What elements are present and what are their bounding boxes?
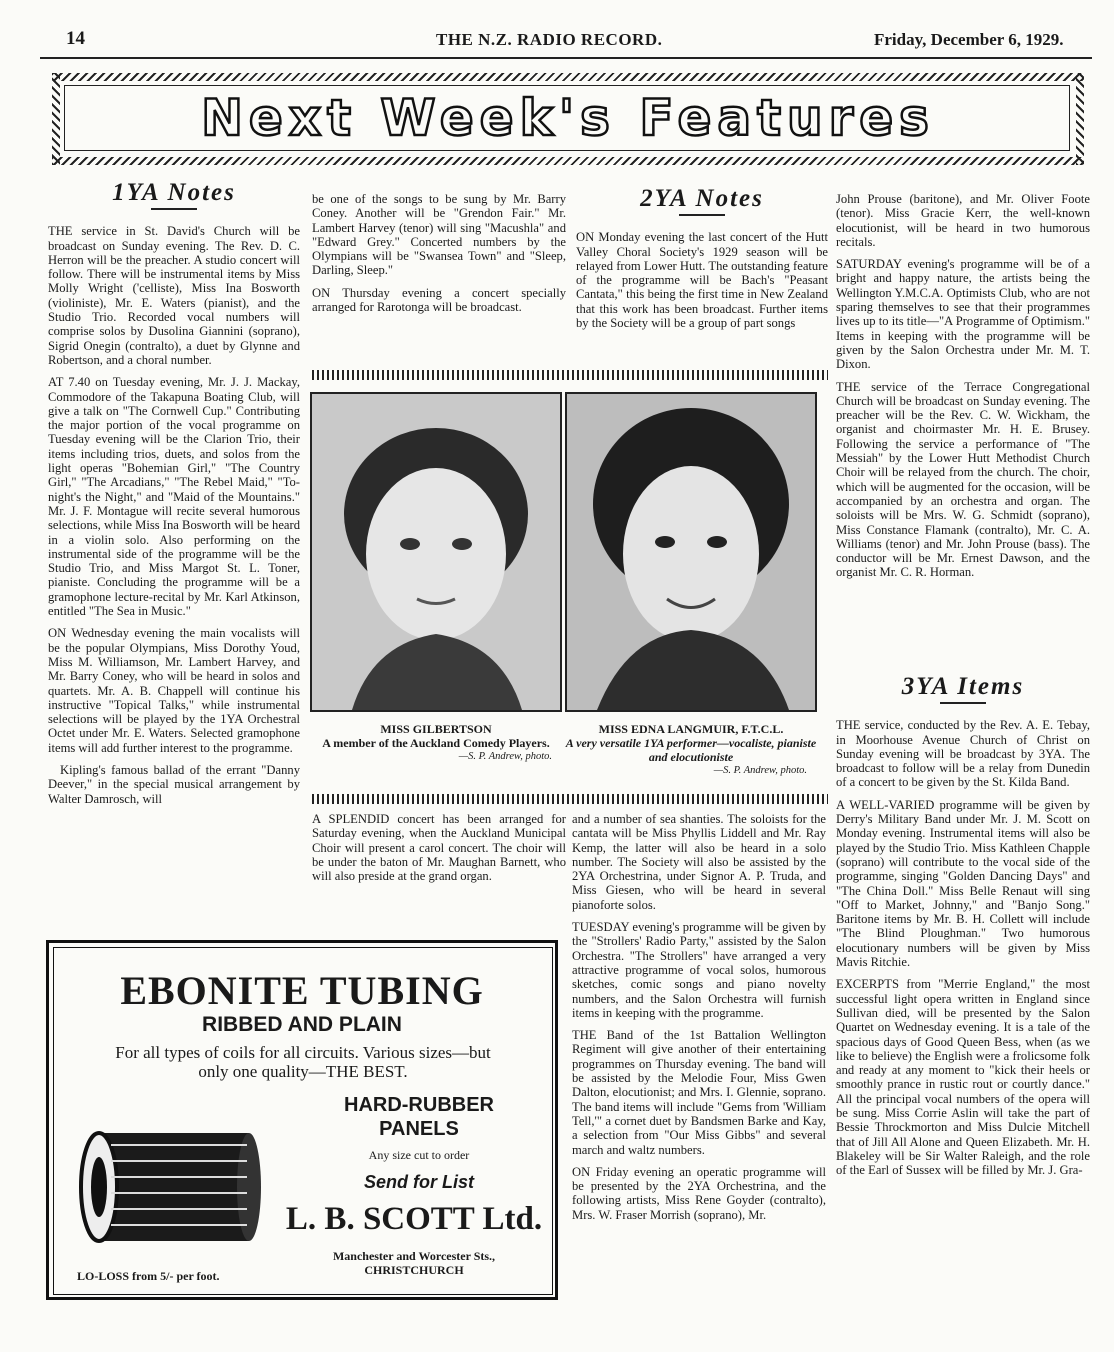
column-3ya xyxy=(836,673,1090,1186)
heading-2ya: 2YA Notes xyxy=(640,185,764,212)
ad-send-for-list: Send for List xyxy=(363,1172,474,1192)
heading-rule xyxy=(940,702,986,704)
article-paragraph: ON Thursday evening a concert specially arranged for Rarotonga will be broadcast. xyxy=(312,285,566,315)
ad-address-street: Manchester and Worcester Sts., xyxy=(332,1249,496,1263)
ad-address-city: CHRISTCHURCH xyxy=(364,1263,464,1277)
ad-panels: HARD-RUBBER PANELS xyxy=(344,1094,494,1140)
column-1ya xyxy=(48,179,300,814)
photo-credit: —S. P. Andrew, photo. xyxy=(713,765,807,776)
publication-title: THE N.Z. RADIO RECORD. xyxy=(436,30,663,49)
article-paragraph: SATURDAY evening's programme will be of a bright and happy nature, the artists being the Wellington Y.M.C.A. Optimists Club, who are not sparing themselves to see that their programmes lives up to its title—"A Programme of Optimism." Items in keeping with the programme will be given by the Salon Orchestra under Mr. M. T. Dixon. xyxy=(836,257,1090,372)
article-paragraph: THE Band of the 1st Battalion Wellington Regiment will give another of their entertaining programmes on Thursday evening. The band will be assisted by the Melodie Four, Miss Gwen Dalton, elocutionist; and Mrs. I. Glennie, soprano. The band items will include "Gems from 'William Tell,'" a cornet duet by Bandsmen Barke and Kay, a selection from "Our Miss Gibbs" and several march and waltz numbers. xyxy=(572,1028,826,1157)
column-1ya-bottom xyxy=(312,812,566,891)
article-paragraph: ON Monday evening the last concert of the Hutt Valley Choral Society's 1929 season will be relayed from Lower Hutt. The outstanding feature of the programme will be Bach's "Peasant Cantata," this being the first time in New Zealand that this work has been broadcast. Further items by the Society will be a group of part songs xyxy=(576,230,828,331)
article-paragraph: John Prouse (baritone), and Mr. Oliver Foote (tenor). Miss Gracie Kerr, the well-known elocutionist, will be heard in two humorous recitals. xyxy=(836,192,1090,249)
article-paragraph: EXCERPTS from "Merrie England," the most successful light opera written in England since Sullivan died, will be presented by the Salon Quartet on Wednesday evening. It is a tale of the spacious days of Good Queen Bess, when (as we like to believe) the English were a frolicsome folk and ready at any moment to "kick their heels or smoothly prance in rustic rout or courtly dance." All the principal vocal numbers of the opera will be sung. Miss Corrie Aslin will take the part of Bessie Throckmorton and Miss Dulcie Mitchell that of Jill All Alone and Queen Elizabeth. Mr. H. Blakeley will be Sir Walter Raleigh, and the role of the Earl of Sussex will be filled by Mr. J. Gra- xyxy=(836,977,1090,1178)
article-paragraph: ON Friday evening an operatic programme will be presented by the 2YA Orchestrina, and the following artists, Miss Rene Goyder (contralto), Mrs. W. Fraser Morrish (soprano), Mr. xyxy=(572,1164,826,1222)
ad-price: LO-LOSS from 5/- per foot. xyxy=(77,1269,220,1283)
article-paragraph: TUESDAY evening's programme will be given by the "Strollers' Radio Party," assisted by the Salon Orchestra. "The Strollers" have arranged a very attractive programme of vocal solos, humorous sketches, comic songs and piano novelty numbers, and the Salon Orchestra will furnish items in keeping with the programme. xyxy=(572,920,826,1020)
caption-description: A very versatile 1YA performer—vocaliste, pianiste and elocutioniste xyxy=(565,736,817,764)
banner-border-top xyxy=(52,73,1084,81)
heading-3ya: 3YA Items xyxy=(901,673,1025,700)
photo-miss-edna-langmuir xyxy=(565,392,817,712)
article-paragraph: Kipling's famous ballad of the errant "Danny Deever," in the special musical arrangement by Walter Damrosch, will xyxy=(48,762,300,806)
ad-body: For all types of coils for all circuits. Various sizes—but only one quality—THE BEST. xyxy=(115,1043,491,1081)
photo-rule-bottom xyxy=(312,794,828,804)
article-paragraph: AT 7.40 on Tuesday evening, Mr. J. J. Mackay, Commodore of the Takapuna Boating Club, will give a talk on "The Cornwell Cup." Contributing the major portion of the vocal programme on Tuesday evening will be the Clarion Trio, their items including trios, duets, and solos from the light operas "Bohemian Girl," "The Country Girl," "The Arcadians," "The Rebel Maid," "To-night's the Night," and "Maid of the Mountains." Mr. J. F. Montague will recite several humorous selections, while Miss Ina Bosworth will be heard in a violin solo. Also performing on the instrumental side of the programme will be the Studio Trio, and Miss Margot St. L. Toner, pianiste. Concluding the programme will be a gramophone lecture-recital by Mr. Karl Atkinson, entitled "The Sea in Music." xyxy=(48,375,300,619)
photo-credit: —S. P. Andrew, photo. xyxy=(458,751,552,762)
heading-rule xyxy=(679,214,725,216)
caption-name: MISS GILBERTSON xyxy=(380,722,492,736)
caption-miss-gilbertson xyxy=(310,722,562,764)
article-paragraph: THE service of the Terrace Congregational Church will be broadcast on Sunday evening. The preacher will be the Rev. C. W. Wickham, the organist and choirmaster Mr. H. E. Brusey. Following the service a performance of "The Messiah" by the Lower Hutt Methodist Church Choir will be relayed from the church. The choir, which will be augmented for the occasion, will be accompanied by an orchestra and organ. The soloists will be Mrs. W. G. Schmidt (soprano), Miss Constance Flamank (contralto), Mr. C. A. Williams (tenor) and Mr. John Prouse (bass). The conductor will be Mr. Ernest Dawson, and the organist Mr. C. R. Horman. xyxy=(836,379,1090,580)
page-number: 14 xyxy=(66,28,85,49)
banner-border-bottom xyxy=(52,157,1084,165)
ad-company: L. B. SCOTT Ltd. xyxy=(285,1201,543,1237)
caption-name: MISS EDNA LANGMUIR, F.T.C.L. xyxy=(598,722,784,736)
heading-1ya: 1YA Notes xyxy=(112,179,236,206)
heading-rule xyxy=(151,208,197,210)
portrait-image xyxy=(312,394,560,710)
photo-miss-gilbertson xyxy=(310,392,562,712)
issue-date: Friday, December 6, 1929. xyxy=(874,30,1064,49)
caption-miss-edna-langmuir xyxy=(565,722,817,778)
column-2ya-continued xyxy=(572,812,826,1230)
ad-title: EBONITE TUBING xyxy=(120,968,484,1013)
banner-frame xyxy=(52,73,1084,165)
ad-subtitle: RIBBED AND PLAIN xyxy=(202,1013,402,1036)
article-paragraph: THE service, conducted by the Rev. A. E. Tebay, in Moorhouse Avenue Church of Christ on Sunday evening will be broadcast by 3YA. The broadcast to follow will be a relay from Dunedin of a concert to be given by the St. Kilda Band. xyxy=(836,718,1090,790)
caption-description: A member of the Auckland Comedy Players. xyxy=(322,736,550,750)
advertisement-ebonite-tubing xyxy=(46,940,558,1300)
article-paragraph: A SPLENDID concert has been arranged for Saturday evening, when the Auckland Municipal Choir will present a carol concert. The choir will be under the baton of Mr. Maughan Barnett, who will also preside at the grand organ. xyxy=(312,812,566,884)
article-paragraph: A WELL-VARIED programme will be given by Derry's Military Band under Mr. J. M. Scott on Monday evening. Instrumental items will also be played by the Studio Trio. Miss Kathleen Chapple (soprano) will contribute to the vocal side of the programme, singing "Golden Dancing Days" and "The China Doll." Miss Belle Renaut will sing "Off to Market, Johnny," and "Banjo Song." Baritone items by Mr. B. H. Collett will include "The Blind Ploughman." Two humorous elocutionary numbers will be given by Miss Mavis Ritchie. xyxy=(836,797,1090,970)
article-paragraph: be one of the songs to be sung by Mr. Barry Coney. Another will be "Grendon Fair." Mr. Lambert Harvey (tenor) will sing "Macushla" and "Edward Grey." Concerted numbers by the Olympians will be "Swansea Town" and "Sleep, Darling, Sleep." xyxy=(312,192,566,278)
column-1ya-continued xyxy=(312,192,566,322)
portrait-image xyxy=(567,394,815,710)
ad-any-size: Any size cut to order xyxy=(368,1148,470,1162)
ebonite-tube-illustration xyxy=(71,1123,267,1253)
column-2ya xyxy=(576,185,828,338)
article-paragraph: and a number of sea shanties. The soloists for the cantata will be Miss Phyllis Liddell and Mr. Ray Kemp, the latter will also be heard in a solo number. The Society will also be assisted by the 2YA Orchestrina, under Signor A. P. Truda, and Miss Giesen, who will be heard in several pianoforte solos. xyxy=(572,812,826,912)
banner-title: Next Week's Features xyxy=(201,89,935,147)
article-paragraph: THE service in St. David's Church will be broadcast on Sunday evening. The Rev. D. C. Herron will be the preacher. A studio concert will follow. There will be instrumental items by Miss Molly Wright ('celliste), Miss Ina Bosworth (violiniste), Mr. E. Waters (pianist), and the Studio Trio. Recorded vocal numbers will comprise solos by Dusolina Giannini (soprano), Sigrid Onegin (contralto), a duet by Glynne and Robertson, and a choral number. xyxy=(48,224,300,367)
header-rule xyxy=(40,57,1092,59)
column-2ya-right xyxy=(836,192,1090,588)
article-paragraph: ON Wednesday evening the main vocalists will be the popular Olympians, Miss Dorothy Youd, Miss M. Williamson, Mr. Lambert Harvey, and Mr. Barry Coney, who will be heard in solos and quartets. Mr. A. B. Chappell will continue his instructive "Topical Talks," while instrumental selections will be played by the 1YA Orchestral Octet under Mr. E. Waters. Selected gramophone items will add further interest to the programme. xyxy=(48,626,300,755)
photo-rule-top xyxy=(312,370,828,380)
